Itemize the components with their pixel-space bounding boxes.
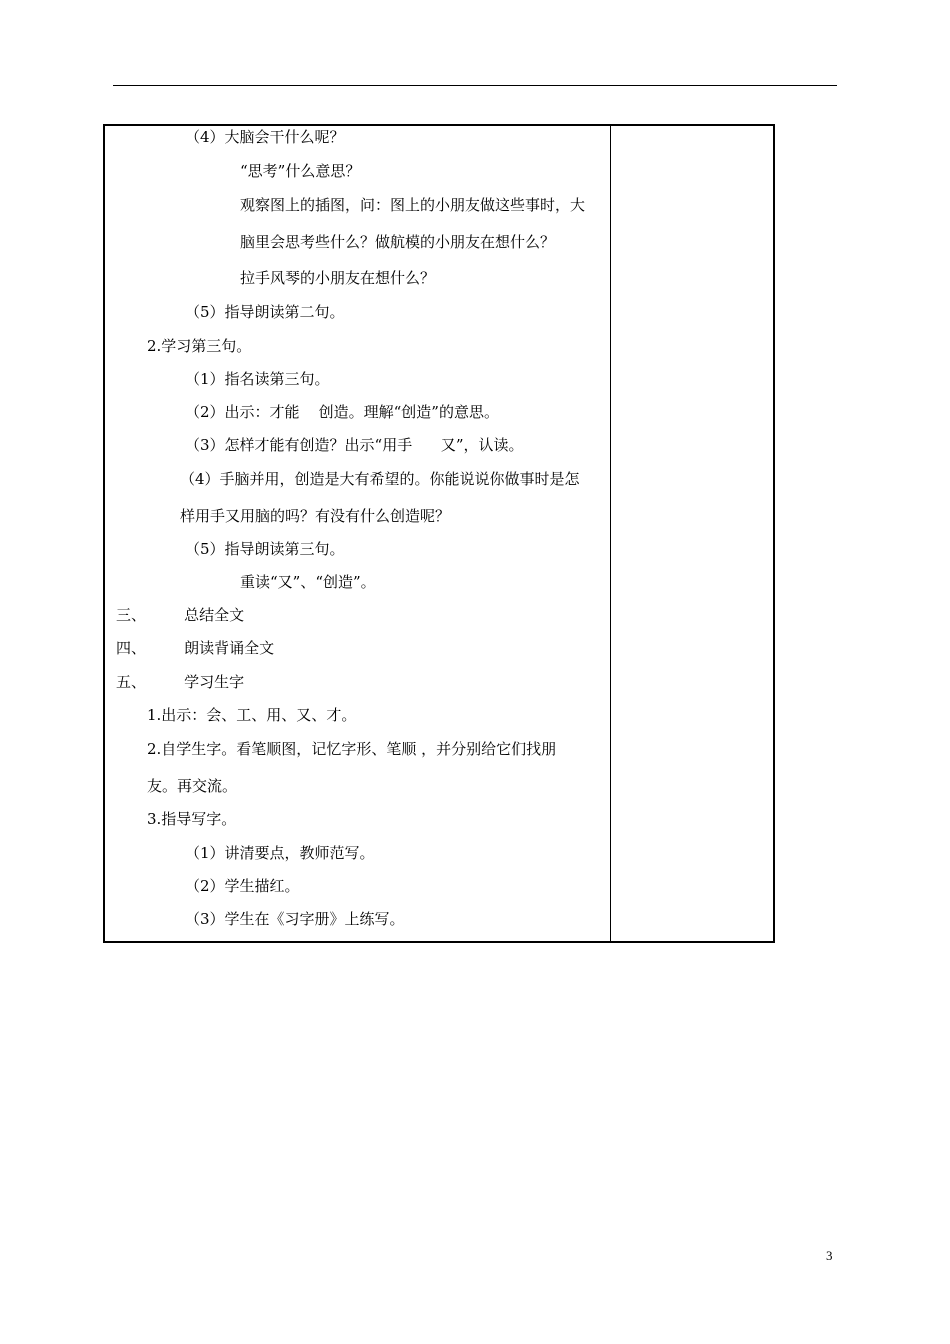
text-line: “思考”什么意思？ <box>240 162 361 180</box>
page-number: 3 <box>826 1248 833 1263</box>
text-line: 2.自学生字。看笔顺图，记忆字形、笔顺 ，并分别给它们找朋 <box>147 740 557 758</box>
text-line: 2.学习第三句。 <box>147 337 252 355</box>
section-heading: 三、 总结全文 <box>116 606 245 624</box>
text-line: （2）学生描红。 <box>185 877 300 895</box>
text-line: （1）指名读第三句。 <box>185 370 330 388</box>
text-line: 重读“又”、“创造”。 <box>240 573 376 591</box>
text-line: （4）手脑并用，创造是大有希望的。你能说说你做事时是怎 <box>180 470 580 488</box>
text-line: （2）出示：才能 创造。理解“创造”的意思。 <box>185 403 499 421</box>
text-line: （5）指导朗读第二句。 <box>185 303 345 321</box>
text-line: （3）学生在《习字册》上练写。 <box>185 910 405 928</box>
text-line: 1.出示：会、工、用、又、才。 <box>147 706 357 724</box>
header-rule <box>113 85 837 86</box>
text-line: 拉手风琴的小朋友在想什么？ <box>240 269 436 287</box>
text-line: 脑里会思考些什么？做航模的小朋友在想什么？ <box>240 233 556 251</box>
text-line: （4）大脑会干什么呢？ <box>185 128 345 146</box>
section-heading: 四、 朗读背诵全文 <box>116 639 275 657</box>
text-line: 友。再交流。 <box>147 777 238 795</box>
text-line: 样用手又用脑的吗？有没有什么创造呢？ <box>180 507 451 525</box>
table-column-divider <box>610 124 611 941</box>
text-line: 观察图上的插图，问：图上的小朋友做这些事时，大 <box>240 196 586 214</box>
text-line: 3.指导写字。 <box>147 810 237 828</box>
text-line: （3）怎样才能有创造？出示“用手 又”，认读。 <box>185 436 524 454</box>
section-heading: 五、 学习生字 <box>116 673 245 691</box>
text-line: （1）讲清要点，教师范写。 <box>185 844 375 862</box>
text-line: （5）指导朗读第三句。 <box>185 540 345 558</box>
